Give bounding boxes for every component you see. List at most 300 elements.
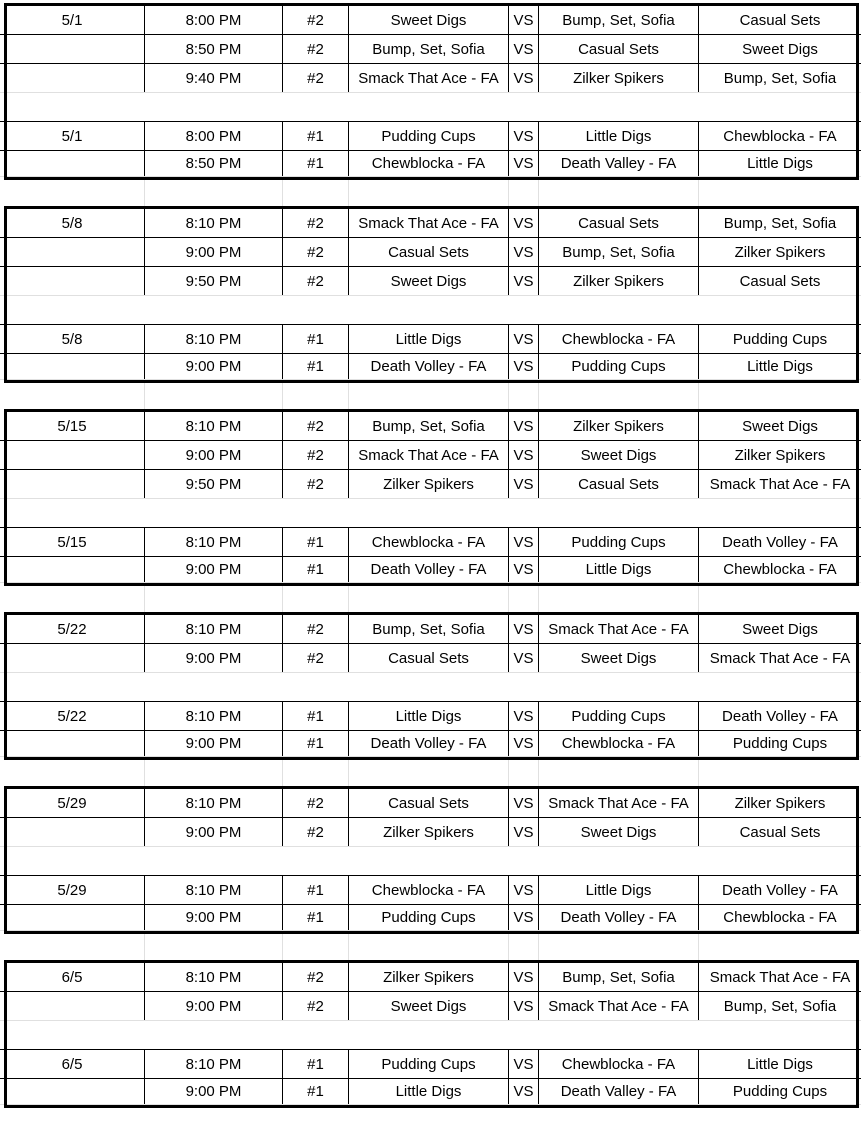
- vs-label: VS: [509, 876, 539, 904]
- vs-label: VS: [509, 615, 539, 643]
- game-row: [0, 151, 861, 177]
- gap-cell: [699, 383, 861, 409]
- team2-cell: Little Digs: [539, 122, 699, 150]
- court-cell: #2: [283, 470, 349, 498]
- spacer-cell: [509, 1021, 539, 1049]
- court-cell: #1: [283, 1079, 349, 1104]
- spacer-row: [0, 296, 861, 325]
- date-cell: 5/15: [0, 528, 145, 556]
- date-cell: [0, 151, 145, 176]
- team2-cell: Smack That Ace - FA: [539, 615, 699, 643]
- time-cell: 9:50 PM: [145, 267, 283, 295]
- spacer-cell: [145, 93, 283, 121]
- team2-cell: Smack That Ace - FA: [539, 992, 699, 1020]
- ref-cell: Pudding Cups: [732, 330, 828, 348]
- game-row: [0, 876, 861, 905]
- date-cell: [0, 905, 145, 930]
- ref-cell: Bump, Set, Sofia: [723, 69, 837, 87]
- vs-label: VS: [509, 151, 539, 176]
- date-cell: 5/22: [0, 702, 145, 730]
- ref-cell: Smack That Ace - FA: [709, 649, 851, 667]
- gap-cell: [145, 760, 283, 786]
- spacer-cell: [509, 673, 539, 701]
- team2-cell: Bump, Set, Sofia: [539, 238, 699, 266]
- team2-cell: Death Valley - FA: [539, 1079, 699, 1104]
- date-cell: 6/5: [0, 1050, 145, 1078]
- time-cell: 9:00 PM: [145, 238, 283, 266]
- spacer-cell: [349, 1021, 509, 1049]
- spacer-cell: [283, 847, 349, 875]
- time-cell: 8:50 PM: [145, 35, 283, 63]
- gap-cell: [509, 383, 539, 409]
- team2-cell: Casual Sets: [539, 470, 699, 498]
- game-row: [0, 267, 861, 296]
- team2-cell: Zilker Spikers: [539, 64, 699, 92]
- team1-cell: Death Volley - FA: [349, 354, 509, 379]
- team1-cell: Chewblocka - FA: [349, 876, 509, 904]
- spacer-cell: [349, 673, 509, 701]
- spacer-cell: [699, 673, 861, 701]
- spacer-cell: [509, 93, 539, 121]
- gap-row: [0, 180, 861, 206]
- spacer-cell: [539, 296, 699, 324]
- team1-cell: Smack That Ace - FA: [349, 209, 509, 237]
- game-row: [0, 818, 861, 847]
- team1-cell: Bump, Set, Sofia: [349, 35, 509, 63]
- spacer-cell: [145, 673, 283, 701]
- court-cell: #1: [283, 905, 349, 930]
- time-cell: 9:00 PM: [145, 1079, 283, 1104]
- spacer-row: [0, 1021, 861, 1050]
- team2-cell: Casual Sets: [539, 35, 699, 63]
- team2-cell: Sweet Digs: [539, 644, 699, 672]
- gap-cell: [145, 383, 283, 409]
- game-row: [0, 354, 861, 380]
- vs-label: VS: [509, 818, 539, 846]
- spacer-cell: [349, 499, 509, 527]
- team2-cell: Zilker Spikers: [539, 267, 699, 295]
- ref-cell: Death Volley - FA: [722, 881, 838, 899]
- gap-cell: [539, 180, 699, 206]
- spacer-cell: [539, 93, 699, 121]
- game-row: [0, 441, 861, 470]
- ref-cell: Bump, Set, Sofia: [723, 214, 837, 232]
- game-row: [0, 963, 861, 992]
- time-cell: 9:00 PM: [145, 731, 283, 756]
- team2-cell: Pudding Cups: [539, 354, 699, 379]
- team2-cell: Bump, Set, Sofia: [539, 6, 699, 34]
- gap-cell: [699, 934, 861, 960]
- spacer-cell: [349, 296, 509, 324]
- spacer-row: [0, 499, 861, 528]
- court-cell: #2: [283, 6, 349, 34]
- date-cell: [0, 1079, 145, 1104]
- game-row: [0, 644, 861, 673]
- gap-cell: [539, 760, 699, 786]
- gap-cell: [283, 760, 349, 786]
- spacer-cell: [349, 847, 509, 875]
- team1-cell: Bump, Set, Sofia: [349, 412, 509, 440]
- team2-cell: Death Volley - FA: [539, 905, 699, 930]
- vs-label: VS: [509, 557, 539, 582]
- game-row: [0, 470, 861, 499]
- gap-row: [0, 934, 861, 960]
- date-cell: 5/29: [0, 876, 145, 904]
- spacer-row: [0, 847, 861, 876]
- spacer-cell: [0, 673, 145, 701]
- time-cell: 9:00 PM: [145, 644, 283, 672]
- game-row: [0, 528, 861, 557]
- date-cell: 5/22: [0, 615, 145, 643]
- ref-cell: Zilker Spikers: [734, 794, 826, 812]
- date-cell: [0, 267, 145, 295]
- spacer-cell: [699, 93, 861, 121]
- court-cell: #1: [283, 1050, 349, 1078]
- ref-cell: Chewblocka - FA: [723, 127, 837, 145]
- team2-cell: Pudding Cups: [539, 702, 699, 730]
- time-cell: 8:10 PM: [145, 412, 283, 440]
- time-cell: 9:00 PM: [145, 992, 283, 1020]
- court-cell: #1: [283, 702, 349, 730]
- vs-label: VS: [509, 209, 539, 237]
- time-cell: 8:10 PM: [145, 702, 283, 730]
- team1-cell: Bump, Set, Sofia: [349, 615, 509, 643]
- game-row: [0, 238, 861, 267]
- team2-cell: Death Valley - FA: [539, 151, 699, 176]
- game-row: [0, 615, 861, 644]
- spacer-cell: [539, 1021, 699, 1049]
- spacer-cell: [699, 1021, 861, 1049]
- ref-cell: Bump, Set, Sofia: [723, 997, 837, 1015]
- time-cell: 9:00 PM: [145, 557, 283, 582]
- spacer-cell: [283, 93, 349, 121]
- court-cell: #1: [283, 528, 349, 556]
- vs-label: VS: [509, 789, 539, 817]
- court-cell: #2: [283, 818, 349, 846]
- court-cell: #1: [283, 557, 349, 582]
- court-cell: #2: [283, 238, 349, 266]
- gap-cell: [539, 383, 699, 409]
- spacer-cell: [509, 296, 539, 324]
- ref-cell: Sweet Digs: [742, 620, 818, 638]
- time-cell: 9:40 PM: [145, 64, 283, 92]
- time-cell: 8:00 PM: [145, 6, 283, 34]
- gap-cell: [349, 586, 509, 612]
- ref-cell: Death Volley - FA: [722, 533, 838, 551]
- time-cell: 9:00 PM: [145, 441, 283, 469]
- gap-cell: [509, 586, 539, 612]
- spacer-cell: [145, 1021, 283, 1049]
- time-cell: 8:10 PM: [145, 876, 283, 904]
- vs-label: VS: [509, 731, 539, 756]
- team1-cell: Zilker Spikers: [349, 818, 509, 846]
- gap-cell: [283, 383, 349, 409]
- vs-label: VS: [509, 441, 539, 469]
- court-cell: #2: [283, 35, 349, 63]
- date-cell: [0, 557, 145, 582]
- team1-cell: Sweet Digs: [349, 267, 509, 295]
- time-cell: 8:10 PM: [145, 615, 283, 643]
- date-cell: [0, 354, 145, 379]
- time-cell: 8:10 PM: [145, 528, 283, 556]
- ref-cell: Zilker Spikers: [734, 243, 826, 261]
- ref-cell: Death Volley - FA: [722, 707, 838, 725]
- court-cell: #1: [283, 354, 349, 379]
- game-row: [0, 122, 861, 151]
- team2-cell: Chewblocka - FA: [539, 731, 699, 756]
- date-cell: [0, 64, 145, 92]
- gap-cell: [145, 934, 283, 960]
- court-cell: #2: [283, 789, 349, 817]
- gap-row: [0, 760, 861, 786]
- time-cell: 8:50 PM: [145, 151, 283, 176]
- court-cell: #2: [283, 992, 349, 1020]
- court-cell: #2: [283, 412, 349, 440]
- spacer-cell: [0, 847, 145, 875]
- date-cell: [0, 818, 145, 846]
- spacer-cell: [539, 499, 699, 527]
- gap-cell: [349, 383, 509, 409]
- vs-label: VS: [509, 702, 539, 730]
- vs-label: VS: [509, 470, 539, 498]
- gap-cell: [0, 934, 145, 960]
- time-cell: 8:10 PM: [145, 1050, 283, 1078]
- gap-cell: [509, 934, 539, 960]
- team2-cell: Smack That Ace - FA: [539, 789, 699, 817]
- time-cell: 8:10 PM: [145, 789, 283, 817]
- ref-cell: Little Digs: [747, 358, 813, 375]
- spacer-cell: [349, 93, 509, 121]
- spacer-cell: [145, 847, 283, 875]
- date-cell: [0, 644, 145, 672]
- team2-cell: Bump, Set, Sofia: [539, 963, 699, 991]
- time-cell: 8:10 PM: [145, 963, 283, 991]
- time-cell: 8:00 PM: [145, 122, 283, 150]
- court-cell: #1: [283, 151, 349, 176]
- ref-cell: Casual Sets: [739, 11, 821, 29]
- ref-cell: Chewblocka - FA: [723, 909, 837, 926]
- ref-cell: Pudding Cups: [732, 1083, 828, 1100]
- game-row: [0, 1050, 861, 1079]
- team2-cell: Sweet Digs: [539, 818, 699, 846]
- vs-label: VS: [509, 325, 539, 353]
- vs-label: VS: [509, 238, 539, 266]
- game-row: [0, 209, 861, 238]
- vs-label: VS: [509, 412, 539, 440]
- vs-label: VS: [509, 64, 539, 92]
- gap-row: [0, 383, 861, 409]
- vs-label: VS: [509, 528, 539, 556]
- vs-label: VS: [509, 1050, 539, 1078]
- vs-label: VS: [509, 905, 539, 930]
- gap-cell: [699, 760, 861, 786]
- date-cell: [0, 731, 145, 756]
- team2-cell: Casual Sets: [539, 209, 699, 237]
- time-cell: 9:00 PM: [145, 818, 283, 846]
- date-cell: 5/15: [0, 412, 145, 440]
- game-row: [0, 1079, 861, 1105]
- time-cell: 9:00 PM: [145, 354, 283, 379]
- ref-cell: Little Digs: [747, 1055, 813, 1073]
- gap-cell: [283, 180, 349, 206]
- spacer-cell: [539, 847, 699, 875]
- date-cell: 5/8: [0, 209, 145, 237]
- ref-cell: Sweet Digs: [742, 40, 818, 58]
- gap-cell: [699, 586, 861, 612]
- game-row: [0, 557, 861, 583]
- spacer-row: [0, 673, 861, 702]
- court-cell: #2: [283, 615, 349, 643]
- date-cell: [0, 992, 145, 1020]
- team2-cell: Pudding Cups: [539, 528, 699, 556]
- court-cell: #1: [283, 876, 349, 904]
- team1-cell: Pudding Cups: [349, 122, 509, 150]
- court-cell: #1: [283, 731, 349, 756]
- gap-cell: [349, 934, 509, 960]
- date-cell: [0, 470, 145, 498]
- spacer-cell: [0, 499, 145, 527]
- game-row: [0, 992, 861, 1021]
- date-cell: [0, 35, 145, 63]
- gap-cell: [0, 586, 145, 612]
- team1-cell: Smack That Ace - FA: [349, 441, 509, 469]
- gap-cell: [145, 586, 283, 612]
- ref-cell: Zilker Spikers: [734, 446, 826, 464]
- ref-cell: Little Digs: [747, 155, 813, 172]
- vs-label: VS: [509, 963, 539, 991]
- team1-cell: Casual Sets: [349, 238, 509, 266]
- team1-cell: Death Volley - FA: [349, 731, 509, 756]
- date-cell: 5/1: [0, 122, 145, 150]
- ref-cell: Smack That Ace - FA: [709, 475, 851, 493]
- team2-cell: Chewblocka - FA: [539, 325, 699, 353]
- court-cell: #2: [283, 209, 349, 237]
- team2-cell: Zilker Spikers: [539, 412, 699, 440]
- team2-cell: Chewblocka - FA: [539, 1050, 699, 1078]
- court-cell: #1: [283, 325, 349, 353]
- game-row: [0, 412, 861, 441]
- gap-cell: [0, 180, 145, 206]
- team1-cell: Smack That Ace - FA: [349, 64, 509, 92]
- spacer-row: [0, 93, 861, 122]
- team1-cell: Casual Sets: [349, 789, 509, 817]
- spacer-cell: [283, 499, 349, 527]
- vs-label: VS: [509, 122, 539, 150]
- date-cell: [0, 238, 145, 266]
- ref-cell: Casual Sets: [739, 272, 821, 290]
- gap-row: [0, 586, 861, 612]
- court-cell: #2: [283, 644, 349, 672]
- time-cell: 9:50 PM: [145, 470, 283, 498]
- game-row: [0, 702, 861, 731]
- date-cell: [0, 441, 145, 469]
- spacer-cell: [0, 93, 145, 121]
- spacer-cell: [539, 673, 699, 701]
- game-row: [0, 325, 861, 354]
- spacer-cell: [145, 296, 283, 324]
- game-row: [0, 789, 861, 818]
- gap-cell: [539, 934, 699, 960]
- game-row: [0, 64, 861, 93]
- vs-label: VS: [509, 267, 539, 295]
- team2-cell: Little Digs: [539, 876, 699, 904]
- gap-cell: [0, 383, 145, 409]
- ref-cell: Sweet Digs: [742, 417, 818, 435]
- time-cell: 9:00 PM: [145, 905, 283, 930]
- team1-cell: Little Digs: [349, 325, 509, 353]
- team1-cell: Little Digs: [349, 702, 509, 730]
- team1-cell: Little Digs: [349, 1079, 509, 1104]
- spacer-cell: [145, 499, 283, 527]
- gap-cell: [509, 760, 539, 786]
- spacer-cell: [509, 847, 539, 875]
- spacer-cell: [0, 1021, 145, 1049]
- team2-cell: Sweet Digs: [539, 441, 699, 469]
- gap-cell: [699, 180, 861, 206]
- spacer-cell: [699, 296, 861, 324]
- court-cell: #1: [283, 122, 349, 150]
- spacer-cell: [283, 1021, 349, 1049]
- vs-label: VS: [509, 6, 539, 34]
- gap-cell: [283, 934, 349, 960]
- team1-cell: Chewblocka - FA: [349, 151, 509, 176]
- ref-cell: Smack That Ace - FA: [709, 968, 851, 986]
- vs-label: VS: [509, 644, 539, 672]
- vs-label: VS: [509, 354, 539, 379]
- ref-cell: Casual Sets: [739, 823, 821, 841]
- game-row: [0, 35, 861, 64]
- spacer-cell: [0, 296, 145, 324]
- gap-cell: [349, 180, 509, 206]
- game-row: [0, 905, 861, 931]
- date-cell: 5/8: [0, 325, 145, 353]
- spacer-cell: [699, 499, 861, 527]
- spacer-cell: [283, 673, 349, 701]
- spacer-cell: [283, 296, 349, 324]
- spacer-cell: [699, 847, 861, 875]
- date-cell: 5/1: [0, 6, 145, 34]
- team1-cell: Sweet Digs: [349, 992, 509, 1020]
- date-cell: 5/29: [0, 789, 145, 817]
- gap-cell: [509, 180, 539, 206]
- team1-cell: Death Volley - FA: [349, 557, 509, 582]
- vs-label: VS: [509, 35, 539, 63]
- time-cell: 8:10 PM: [145, 325, 283, 353]
- gap-cell: [349, 760, 509, 786]
- spacer-cell: [509, 499, 539, 527]
- ref-cell: Chewblocka - FA: [723, 561, 837, 578]
- team1-cell: Casual Sets: [349, 644, 509, 672]
- court-cell: #2: [283, 64, 349, 92]
- gap-cell: [283, 586, 349, 612]
- time-cell: 8:10 PM: [145, 209, 283, 237]
- team1-cell: Sweet Digs: [349, 6, 509, 34]
- team1-cell: Zilker Spikers: [349, 470, 509, 498]
- court-cell: #2: [283, 963, 349, 991]
- vs-label: VS: [509, 1079, 539, 1104]
- team2-cell: Little Digs: [539, 557, 699, 582]
- game-row: [0, 6, 861, 35]
- team1-cell: Pudding Cups: [349, 1050, 509, 1078]
- vs-label: VS: [509, 992, 539, 1020]
- team1-cell: Pudding Cups: [349, 905, 509, 930]
- date-cell: 6/5: [0, 963, 145, 991]
- gap-cell: [145, 180, 283, 206]
- court-cell: #2: [283, 267, 349, 295]
- gap-cell: [0, 760, 145, 786]
- team1-cell: Chewblocka - FA: [349, 528, 509, 556]
- gap-cell: [539, 586, 699, 612]
